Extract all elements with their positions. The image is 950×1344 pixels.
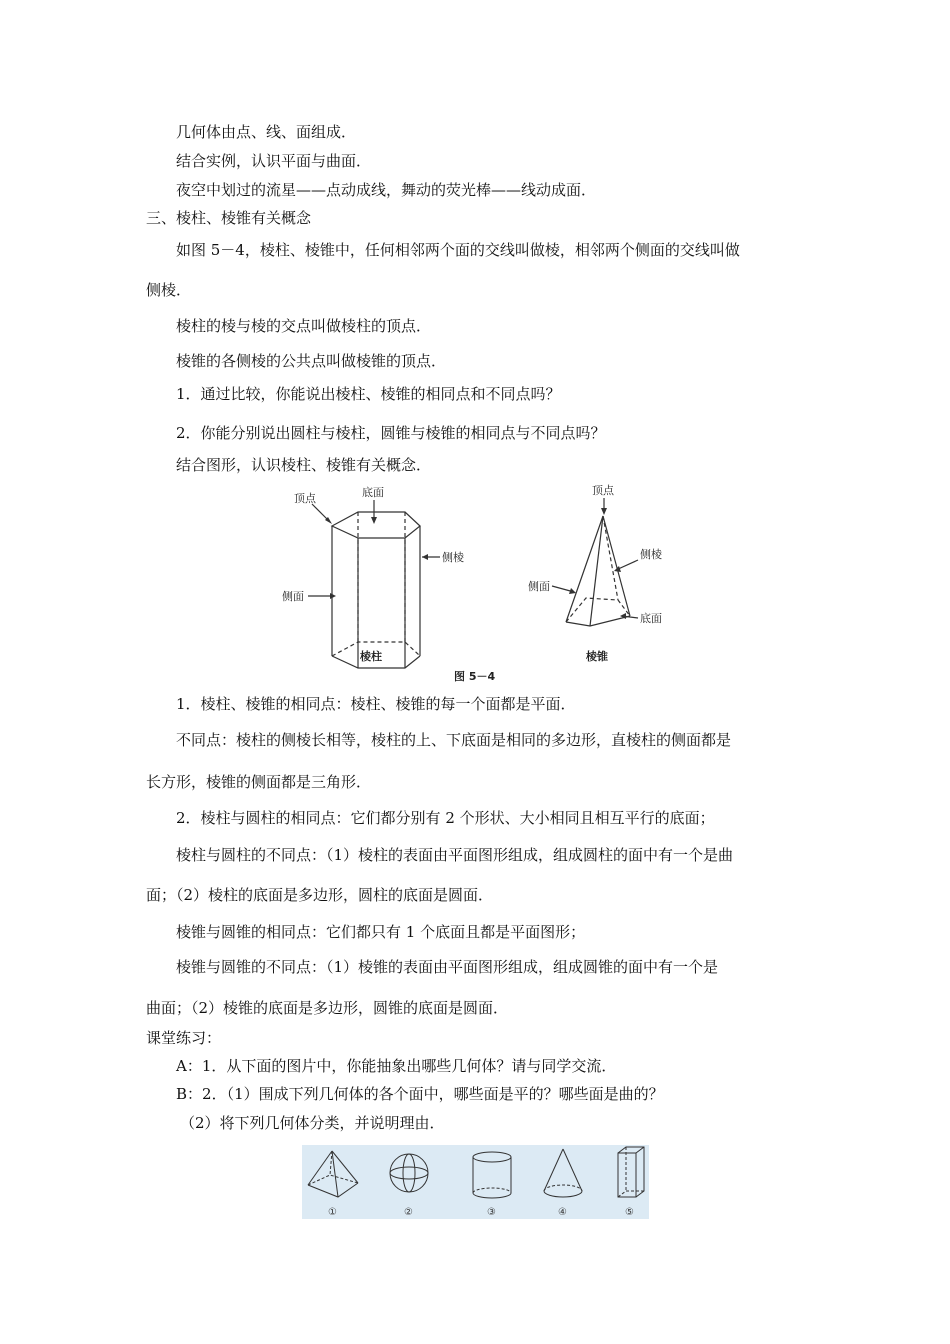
answer-line: 1．棱柱、棱锥的相同点：棱柱、棱锥的每一个面都是平面． (176, 695, 576, 713)
exercise-heading: 课堂练习： (146, 1029, 222, 1047)
prism-caption: 棱柱 (360, 650, 382, 663)
exercise-line: （2）将下列几何体分类，并说明理由． (180, 1114, 445, 1132)
answer-line: 棱锥与圆锥的相同点：它们都只有 1 个底面且都是平面图形； (176, 923, 586, 941)
answer-line: 曲面；（2）棱锥的底面是多边形，圆锥的底面是圆面． (146, 999, 509, 1017)
solid-label-2: ② (404, 1207, 413, 1218)
text-line: 棱柱的棱与棱的交点叫做棱柱的顶点． (176, 317, 432, 335)
answer-line: 长方形，棱锥的侧面都是三角形． (146, 773, 372, 791)
text-line: 几何体由点、线、面组成． (176, 123, 357, 141)
answer-line: 2．棱柱与圆柱的相同点：它们都分别有 2 个形状、大小相同且相互平行的底面； (176, 809, 715, 827)
pyramid-vertex-label: 顶点 (592, 484, 614, 497)
answer-line: 棱锥与圆锥的不同点：（1）棱锥的表面由平面图形组成，组成圆锥的面中有一个是 (176, 958, 719, 976)
solids-panel (302, 1145, 649, 1219)
answer-line: 不同点：棱柱的侧棱长相等，棱柱的上、下底面是相同的多边形，直棱柱的侧面都是 (176, 731, 732, 749)
pyramid-lateral-face-label: 侧面 (528, 580, 550, 593)
figure-caption: 图 5－4 (454, 670, 496, 683)
question-line: 2．你能分别说出圆柱与棱柱，圆锥与棱锥的相同点与不同点吗？ (176, 424, 606, 442)
prism-base-label: 底面 (362, 486, 384, 499)
exercise-line: B：2．（1）围成下列几何体的各个面中，哪些面是平的？哪些面是曲的？ (176, 1085, 664, 1103)
solid-label-5: ⑤ (625, 1207, 634, 1218)
text-line: 结合实例，认识平面与曲面． (176, 152, 372, 170)
text-line: 棱锥的各侧棱的公共点叫做棱锥的顶点． (176, 352, 447, 370)
text-line: 结合图形，认识棱柱、棱锥有关概念． (176, 456, 432, 474)
prism-top-face (332, 512, 420, 538)
answer-line: 面；（2）棱柱的底面是多边形，圆柱的底面是圆面． (146, 886, 494, 904)
pyramid-base-label: 底面 (640, 612, 662, 625)
prism-vertex-label: 顶点 (294, 492, 316, 505)
question-line: 1．通过比较，你能说出棱柱、棱锥的相同点和不同点吗？ (176, 385, 561, 403)
answer-line: 棱柱与圆柱的不同点：（1）棱柱的表面由平面图形组成，组成圆柱的面中有一个是曲 (176, 846, 734, 864)
figure-5-4 (270, 478, 690, 686)
text-line: 如图 5－4，棱柱、棱锥中，任何相邻两个面的交线叫做棱，相邻两个侧面的交线叫做 (176, 241, 740, 259)
exercise-line: A：1．从下面的图片中，你能抽象出哪些几何体？请与同学交流． (176, 1057, 617, 1075)
solid-label-1: ① (328, 1207, 337, 1218)
text-line: 侧棱． (146, 281, 192, 299)
solids-figure (302, 1145, 649, 1219)
pyramid-lateral-edge-label: 侧棱 (640, 548, 662, 561)
pyramid-caption: 棱锥 (586, 650, 608, 663)
text-line: 夜空中划过的流星——点动成线，舞动的荧光棒——线动成面． (176, 181, 597, 199)
solid-label-3: ③ (487, 1207, 496, 1218)
solid-label-4: ④ (558, 1207, 567, 1218)
prism-lateral-edge-label: 侧棱 (442, 551, 464, 564)
section-heading: 三、棱柱、棱锥有关概念 (146, 209, 312, 227)
prism-lateral-face-label: 侧面 (282, 590, 304, 603)
